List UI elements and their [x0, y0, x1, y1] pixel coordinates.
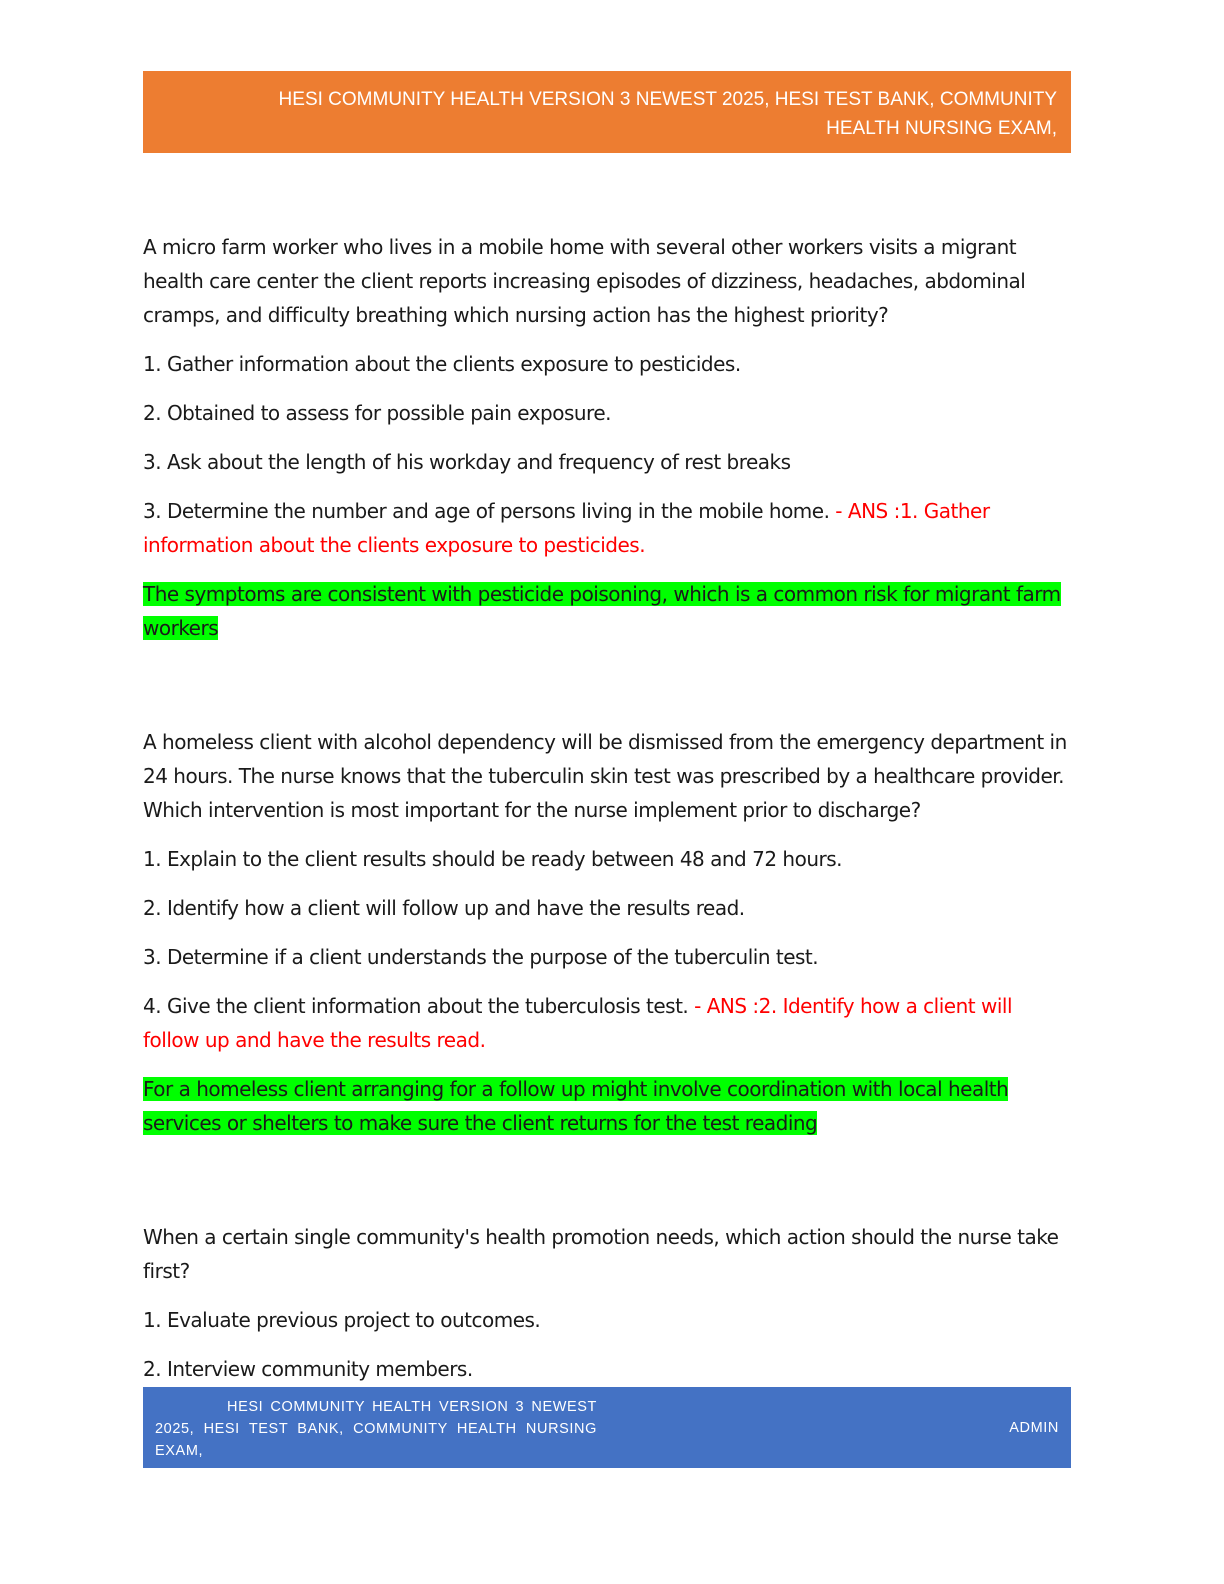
- answer-option: 1. Explain to the client results should be ready between 48 and 72 hours.: [143, 847, 843, 871]
- answer-option: 1. Gather information about the clients exposure to pesticides.: [143, 352, 741, 376]
- rationale-paragraph: [143, 577, 1071, 645]
- document-body: [143, 230, 1071, 1466]
- header-title-line-2: HEALTH NURSING EXAM,: [826, 118, 1057, 139]
- question-1: [143, 230, 1071, 645]
- question-3: [143, 1220, 1071, 1386]
- answer-option: 3. Determine the number and age of persons living in the mobile home.: [143, 499, 830, 523]
- answer-option: 2. Obtained to assess for possible pain exposure.: [143, 401, 611, 425]
- question-2: [143, 725, 1071, 1140]
- answer-option: 2. Interview community members.: [143, 1357, 473, 1381]
- footer-document-title: HESI COMMUNITY HEALTH VERSION 3 NEWEST 2025, HESI TEST BANK, COMMUNITY HEALTH NURSING EXAM,: [155, 1399, 597, 1459]
- rationale-highlight: The symptoms are consistent with pesticide poisoning, which is a common risk for migrant farm workers: [143, 582, 1061, 640]
- page-header: [143, 71, 1071, 153]
- answer-option: 3. Ask about the length of his workday and frequency of rest breaks: [143, 450, 791, 474]
- answer-option: 4. Give the client information about the tuberculosis test.: [143, 994, 689, 1018]
- answer-option: 1. Evaluate previous project to outcomes.: [143, 1308, 541, 1332]
- header-title-line-1: HESI COMMUNITY HEALTH VERSION 3 NEWEST 2025, HESI TEST BANK, COMMUNITY: [278, 89, 1057, 110]
- question-stem: When a certain single community's health promotion needs, which action should the nurse take first?: [143, 1225, 1059, 1283]
- question-stem: A micro farm worker who lives in a mobile home with several other workers visits a migrant health care center the client reports increasing episodes of dizziness, headaches, abdominal cramps, and difficulty breathing which nursing action has the highest priority?: [143, 235, 1026, 327]
- page-footer: [143, 1387, 1071, 1468]
- rationale-highlight: For a homeless client arranging for a follow up might involve coordination with local health services or shelters to make sure the client returns for the test reading: [143, 1077, 1009, 1135]
- rationale-paragraph: [143, 1072, 1071, 1140]
- correct-answer: - ANS :1. Gather information about the clients exposure to pesticides.: [143, 499, 990, 557]
- answer-option: 3. Determine if a client understands the purpose of the tuberculin test.: [143, 945, 819, 969]
- answer-option: 2. Identify how a client will follow up and have the results read.: [143, 896, 745, 920]
- answer-option-with-answer: [143, 989, 1071, 1057]
- answer-option-with-answer: [143, 494, 1071, 562]
- question-stem: A homeless client with alcohol dependency will be dismissed from the emergency department in 24 hours. The nurse knows that the tuberculin skin test was prescribed by a healthcare provider. Which intervention is most important for the nurse implement prior to discharge?: [143, 730, 1067, 822]
- correct-answer: - ANS :2. Identify how a client will follow up and have the results read.: [143, 994, 1012, 1052]
- footer-author: ADMIN: [1009, 1420, 1059, 1436]
